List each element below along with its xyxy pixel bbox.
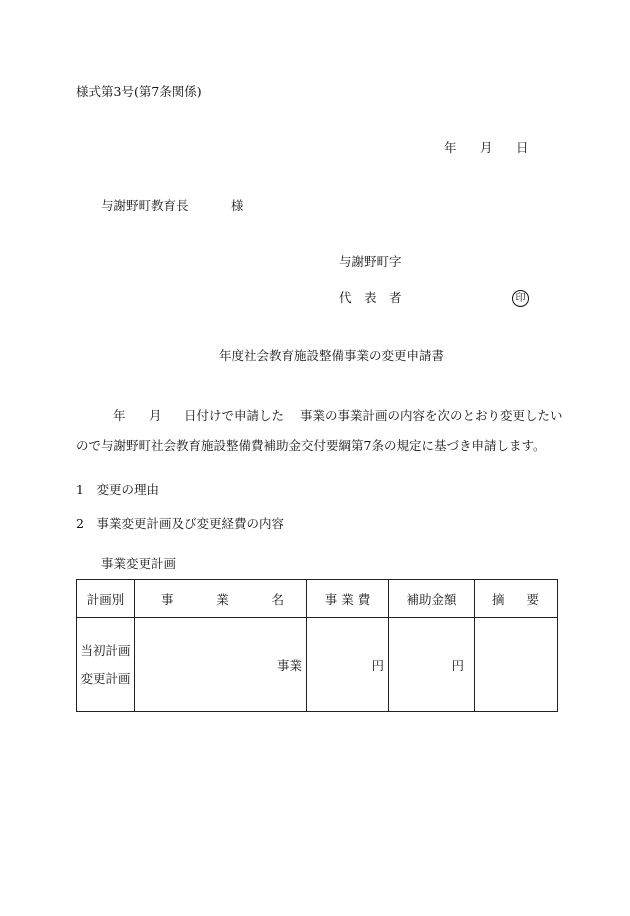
header-remarks [475, 580, 558, 618]
cell-project-cost [307, 618, 389, 712]
seal-mark [512, 290, 529, 307]
addressee-name: 与謝野町教育長 [101, 198, 189, 213]
body-applied: 日付けで申請した [184, 408, 285, 423]
applicant-rep-label: 代 表 者 [339, 290, 402, 305]
header-name-char-2: 業 [216, 591, 229, 607]
label-initial-plan: 当初計画 [80, 643, 131, 658]
date-year: 年 [444, 140, 457, 155]
form-label: 様式第3号(第7条関係) [76, 84, 202, 99]
project-name-suffix: 事業 [276, 657, 302, 673]
item-2: 2 事業変更計画及び変更経費の内容 [76, 516, 284, 531]
document-title: 年度社会教育施設整備事業の変更申請書 [219, 348, 445, 363]
body-change: 事業の事業計画の内容を次のとおり変更したい [300, 408, 563, 423]
seal-icon: 印 [512, 290, 529, 307]
header-remarks-char-2: 要 [526, 591, 539, 607]
header-project-cost: 事 業 費 [307, 580, 389, 618]
cell-subsidy-amount [389, 618, 475, 712]
plan-table [76, 579, 558, 712]
date-month: 月 [480, 140, 493, 155]
header-subsidy-amount: 補助金額 [389, 580, 475, 618]
cell-remarks [475, 618, 558, 712]
date-line [444, 140, 529, 155]
table-header-row [77, 580, 558, 618]
body-year: 年 [113, 408, 126, 423]
header-name-char-1: 事 [161, 591, 174, 607]
subsidy-unit: 円 [451, 657, 464, 673]
header-plan-type: 計画別 [77, 580, 135, 618]
header-name-char-3: 名 [271, 591, 284, 607]
body-month: 月 [149, 408, 162, 423]
addressee-honorific: 様 [231, 198, 244, 213]
cell-plan-labels [77, 618, 135, 712]
label-changed-plan: 変更計画 [80, 670, 131, 686]
body-line-1 [0, 410, 630, 424]
table-row [77, 618, 558, 712]
item-1: 1 変更の理由 [76, 482, 159, 497]
section-heading: 事業変更計画 [101, 556, 177, 571]
cost-unit: 円 [371, 657, 384, 673]
cell-project-name [135, 618, 307, 712]
date-day: 日 [516, 140, 529, 155]
header-project-name [135, 580, 307, 618]
body-line-2: ので与謝野町社会教育施設整備費補助金交付要綱第7条の規定に基づき申請します。 [76, 438, 546, 453]
header-remarks-char-1: 摘 [492, 591, 505, 607]
applicant-address-label: 与謝野町字 [339, 254, 402, 269]
